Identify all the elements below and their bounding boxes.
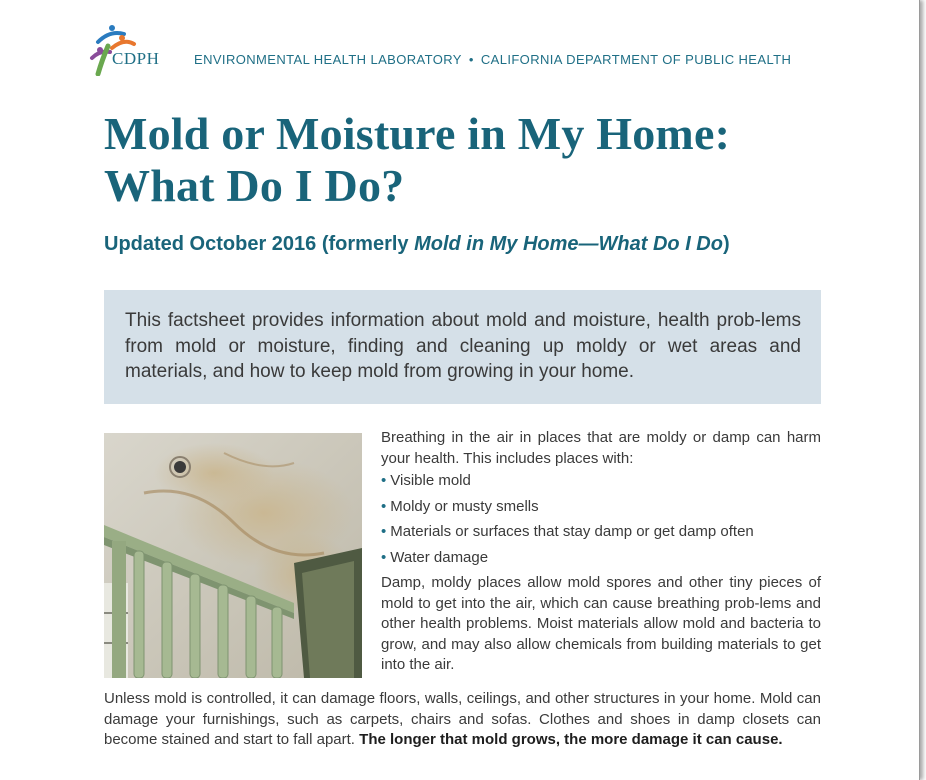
list-item bbox=[381, 548, 821, 569]
bullet-icon: • bbox=[381, 523, 387, 540]
subtitle-former-title: Mold in My Home—What Do I Do bbox=[414, 233, 723, 255]
body-paragraph-1: Breathing in the air in places that are moldy or damp can harm your health. This includes places with: bbox=[381, 429, 821, 467]
bullet-list bbox=[381, 471, 821, 568]
body-paragraph-3-text: Unless mold is controlled, it can damage floors, walls, ceilings, and other structures in your home. Mold can damage your furnishings, such as carpets, chairs and sofas. Clothes and shoes in damp closets can become stained and start to fall apart. bbox=[104, 690, 821, 748]
list-item-text: Materials or surfaces that stay damp or get damp often bbox=[390, 523, 754, 540]
moldy-ceiling-photo bbox=[104, 433, 362, 678]
bullet-icon: • bbox=[381, 548, 387, 566]
list-item bbox=[381, 522, 821, 543]
title-line-2: What Do I Do? bbox=[104, 160, 405, 211]
subtitle-prefix: Updated October 2016 (formerly bbox=[104, 233, 415, 255]
subtitle bbox=[104, 233, 730, 256]
body-paragraph-2: Damp, moldy places allow mold spores and other tiny pieces of mold to get into the air, which can cause breathing prob-lems and other health problems. Moist materials allow mold and bacteria to grow, and may also allow chemicals from building materials to get into the air. bbox=[381, 574, 821, 673]
list-item-text: Moldy or musty smells bbox=[390, 497, 539, 515]
body-right-column bbox=[381, 428, 821, 676]
header-lab-name: ENVIRONMENTAL HEALTH LABORATORY bbox=[194, 52, 462, 67]
header-separator: • bbox=[468, 52, 474, 67]
list-item-text: Visible mold bbox=[390, 472, 471, 489]
intro-box bbox=[104, 290, 821, 404]
header-organization-line bbox=[194, 52, 791, 67]
intro-text: This factsheet provides information about mold and moisture, health prob-lems from mold or moisture, finding and cleaning up moldy or wet areas and materials, and how to keep mold from growing in your home. bbox=[125, 310, 801, 382]
subtitle-suffix: ) bbox=[722, 233, 730, 255]
list-item-text: Water damage bbox=[390, 548, 489, 566]
logo-text: CDPH bbox=[112, 49, 160, 68]
list-item bbox=[381, 497, 821, 518]
bullet-icon: • bbox=[381, 472, 387, 489]
header-department-name: CALIFORNIA DEPARTMENT OF PUBLIC HEALTH bbox=[480, 52, 792, 67]
list-item bbox=[381, 471, 821, 492]
page-title bbox=[104, 108, 730, 212]
moldy-ceiling-photo-icon bbox=[104, 433, 362, 678]
body-paragraph-3-emphasis: The longer that mold grows, the more damage it can cause. bbox=[359, 731, 783, 748]
bullet-icon: • bbox=[381, 497, 387, 515]
body-paragraph-3 bbox=[104, 689, 821, 751]
title-line-1: Mold or Moisture in My Home: bbox=[104, 108, 731, 159]
